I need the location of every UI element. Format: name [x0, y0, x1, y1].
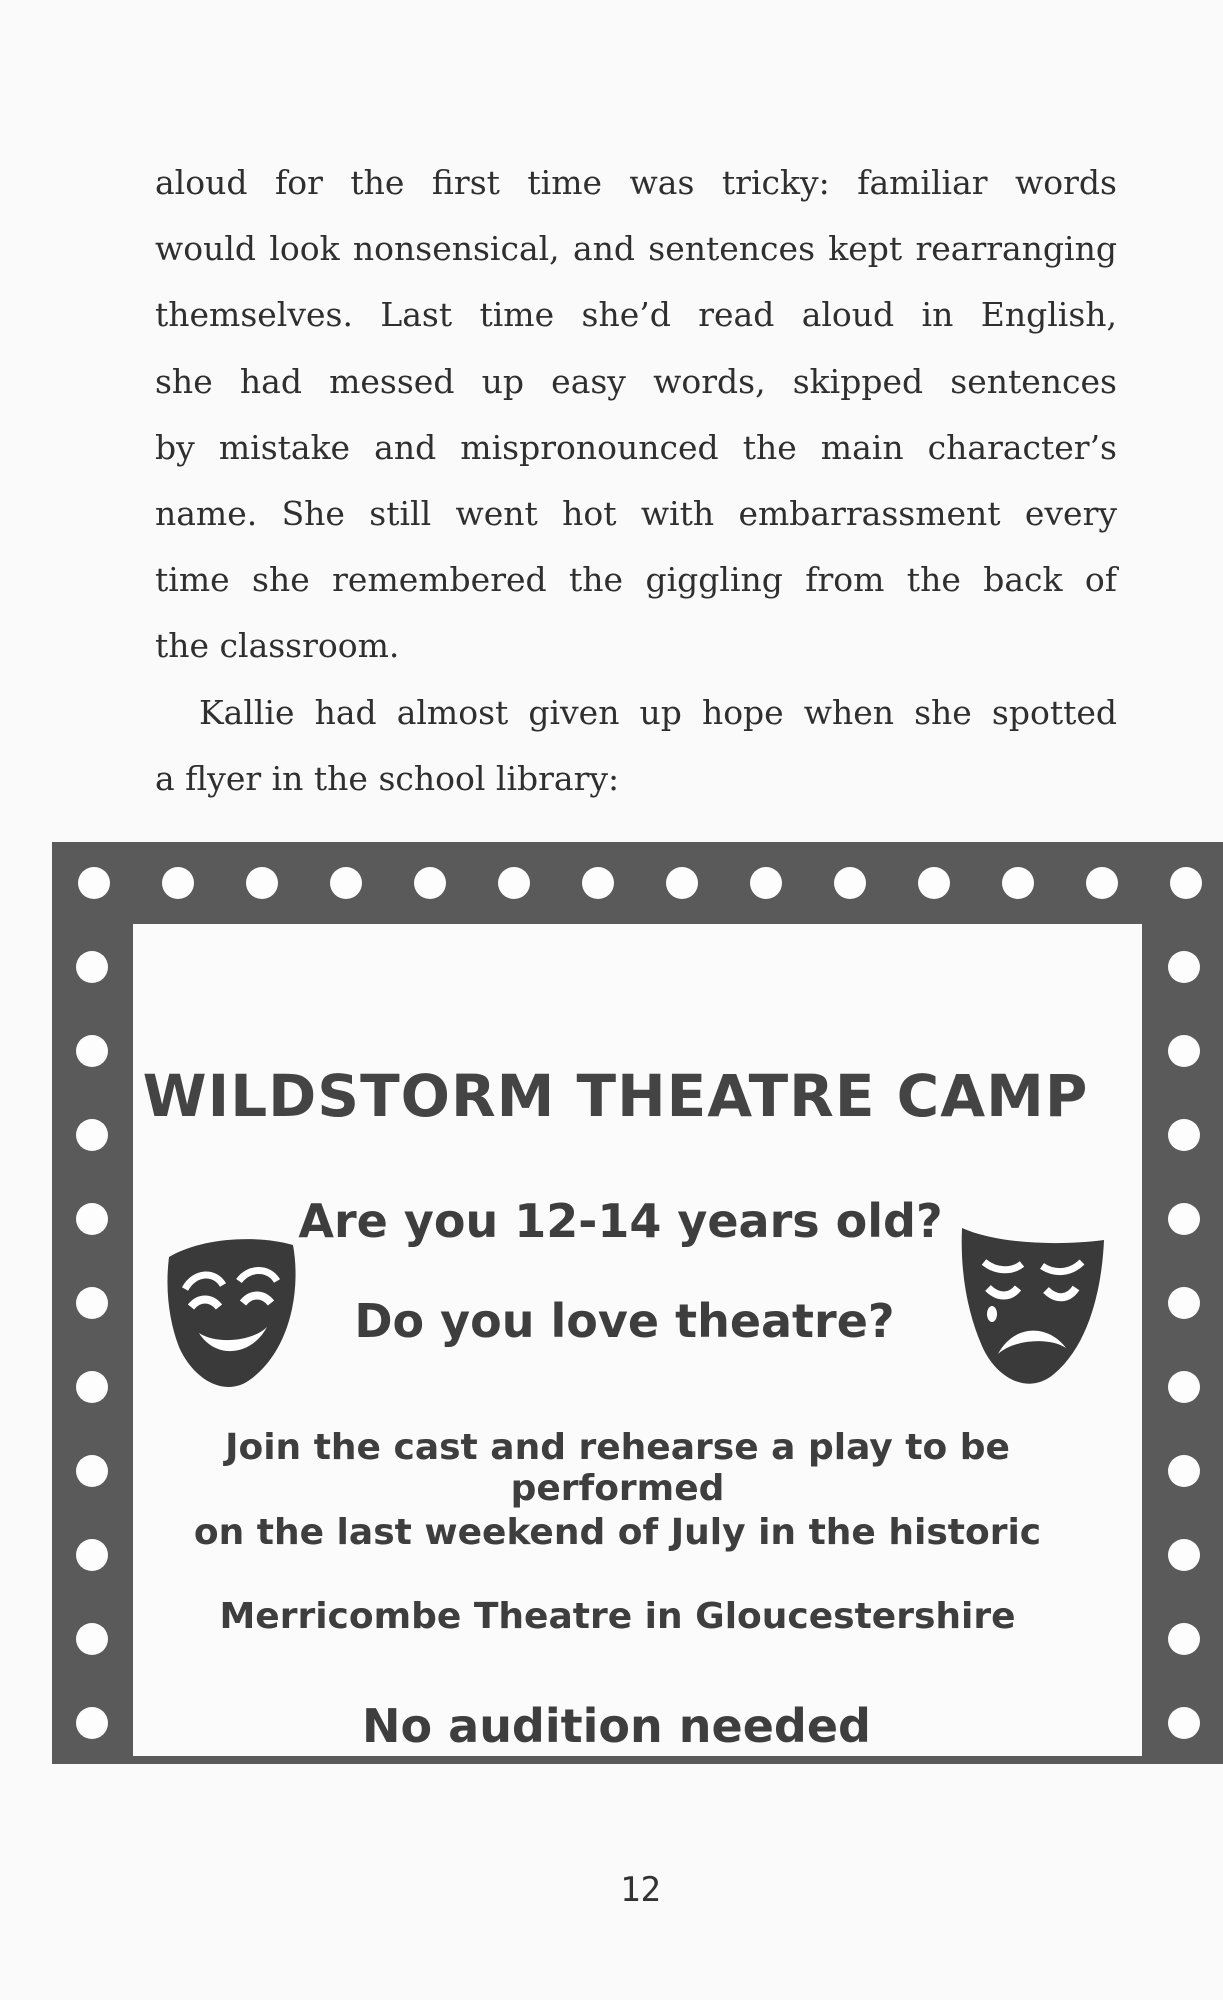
marquee-bulb: [1168, 951, 1200, 983]
marquee-bulb: [162, 867, 194, 899]
text-line: time she remembered the giggling from the back of: [155, 560, 1117, 600]
text-line: Kallie had almost given up hope when she spotted: [199, 692, 1117, 732]
tragedy-mask-icon: [958, 1214, 1108, 1394]
marquee-bulb: [1168, 1119, 1200, 1151]
page-number: 12: [620, 1870, 661, 1910]
marquee-bulb: [582, 867, 614, 899]
story-text: [155, 150, 1117, 812]
marquee-bulb: [76, 1203, 108, 1235]
text-line: would look nonsensical, and sentences kept rearranging: [155, 229, 1117, 269]
marquee-bulb: [76, 1035, 108, 1067]
flyer-question-theatre: Do you love theatre?: [354, 1294, 895, 1348]
marquee-bulb: [1168, 1539, 1200, 1571]
marquee-bulb: [666, 867, 698, 899]
marquee-bulb: [750, 867, 782, 899]
marquee-bulb: [1086, 867, 1118, 899]
marquee-bulb: [414, 867, 446, 899]
flyer-panel: [133, 924, 1142, 1756]
flyer-body-line: on the last weekend of July in the historic: [193, 1512, 1042, 1553]
flyer-question-age: Are you 12-14 years old?: [298, 1194, 943, 1248]
marquee-bulb: [1168, 1455, 1200, 1487]
text-line: a flyer in the school library:: [155, 758, 620, 798]
marquee-bulb: [1168, 1623, 1200, 1655]
marquee-bulb: [1168, 1203, 1200, 1235]
marquee-bulb: [1168, 1707, 1200, 1739]
text-line: aloud for the first time was tricky: familiar words: [155, 163, 1117, 202]
marquee-bulb: [498, 867, 530, 899]
marquee-bulb: [76, 1119, 108, 1151]
marquee-bulb: [1170, 867, 1202, 899]
text-line: themselves. Last time she’d read aloud in English,: [155, 295, 1117, 335]
paragraph-2: [155, 680, 1117, 812]
paragraph-1: [155, 150, 1117, 680]
flyer-body-line: Merricombe Theatre in Gloucestershire: [219, 1596, 1016, 1637]
text-line: the classroom.: [155, 626, 400, 666]
marquee-bulb: [1168, 1035, 1200, 1067]
flyer-title: WILDSTORM THEATRE CAMP: [142, 1062, 1089, 1130]
marquee-bulb: [330, 867, 362, 899]
marquee-bulb: [78, 867, 110, 899]
text-line: name. She still went hot with embarrassment every: [155, 494, 1117, 534]
marquee-bulb: [76, 1707, 108, 1739]
theatre-camp-flyer: [52, 842, 1223, 1764]
marquee-bulb: [76, 951, 108, 983]
marquee-bulb: [76, 1623, 108, 1655]
marquee-bulb: [76, 1455, 108, 1487]
marquee-bulb: [918, 867, 950, 899]
marquee-bulb: [834, 867, 866, 899]
marquee-bulb: [76, 1287, 108, 1319]
comedy-mask-icon: [163, 1229, 303, 1399]
marquee-bulb: [1002, 867, 1034, 899]
flyer-body-line: Join the cast and rehearse a play to be performed: [225, 1427, 1010, 1509]
marquee-bulb: [246, 867, 278, 899]
flyer-no-audition: No audition needed: [362, 1699, 871, 1753]
marquee-bulb: [76, 1539, 108, 1571]
marquee-bulb: [76, 1371, 108, 1403]
marquee-bulb: [1168, 1371, 1200, 1403]
text-line: she had messed up easy words, skipped sentences: [155, 361, 1117, 401]
text-line: by mistake and mispronounced the main character’s: [155, 427, 1117, 467]
marquee-bulb: [1168, 1287, 1200, 1319]
